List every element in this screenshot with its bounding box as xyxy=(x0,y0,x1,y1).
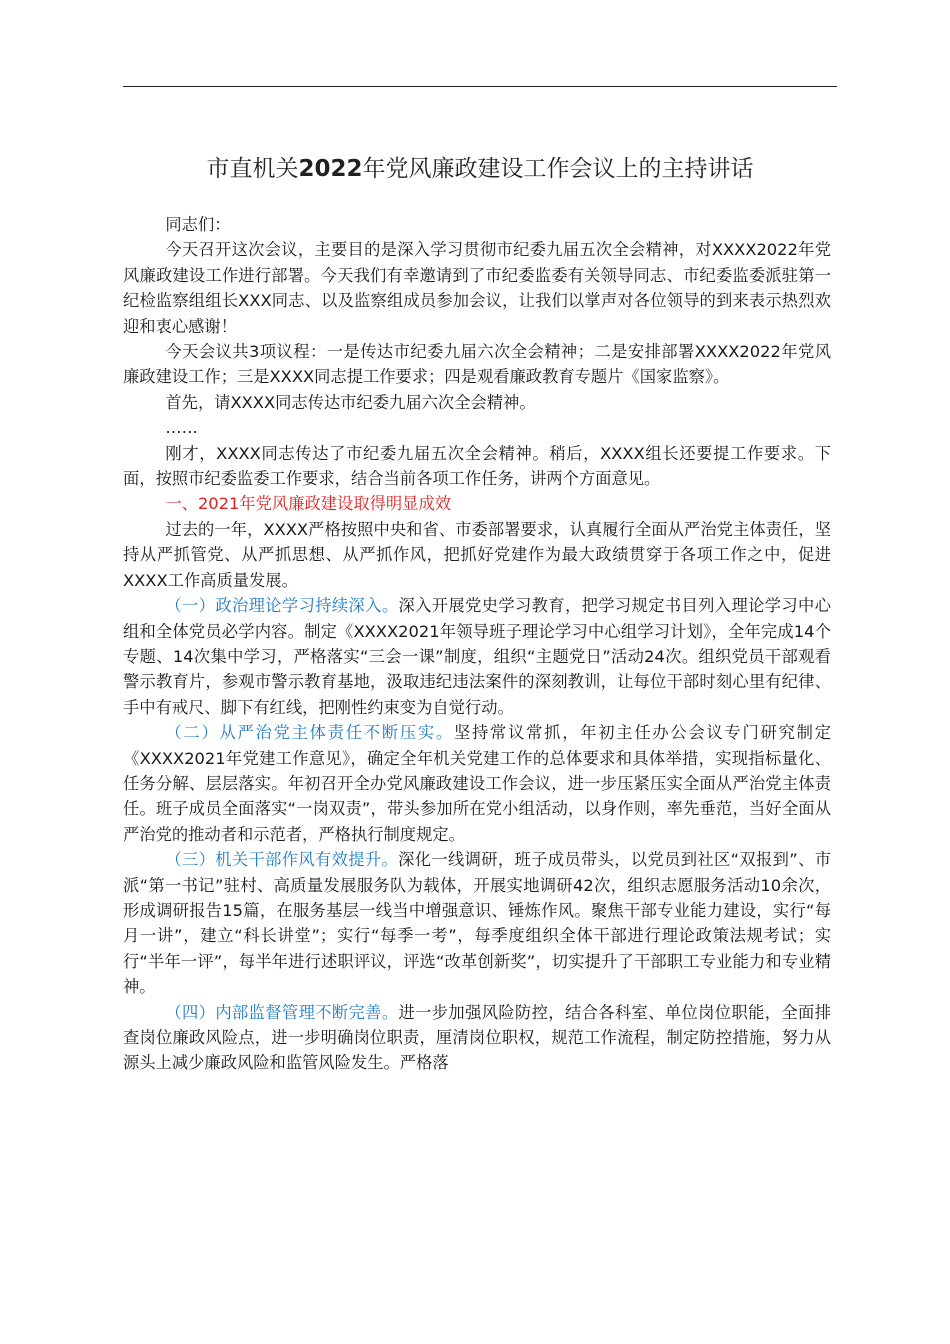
subsection-4-title: （四）内部监督管理不断完善。 xyxy=(165,1002,399,1022)
subsection-2 xyxy=(123,720,831,847)
header-rule xyxy=(123,86,837,87)
subsection-1-title: （一）政治理论学习持续深入。 xyxy=(165,596,399,616)
title-suffix: 年党风廉政建设工作会议上的主持讲话 xyxy=(362,156,754,182)
subsection-3 xyxy=(123,847,831,999)
subsection-3-title: （三）机关干部作风有效提升。 xyxy=(165,850,399,870)
greeting: 同志们： xyxy=(165,215,231,234)
paragraph-summary: 过去的一年，XXXX严格按照中央和省、市委部署要求，认真履行全面从严治党主体责任，坚持从严抓管党、从严抓思想、从严抓作风，把抓好党建作为最大政绩贯穿于各项工作之中，促进XXXX工作高质量发展。 xyxy=(123,519,831,590)
paragraph-transition: 刚才，XXXX同志传达了市纪委九届五次全会精神。稍后，XXXX组长还要提工作要求。下面，按照市纪委监委工作要求，结合当前各项工作任务，讲两个方面意见。 xyxy=(123,443,831,489)
section-heading-1: 一、2021年党风廉政建设取得明显成效 xyxy=(165,494,452,514)
subsection-3-body: 深化一线调研，班子成员带头，以党员到社区“双报到”、市派“第一书记”驻村、高质量发展服务队为载体，开展实地调研42次，组织志愿服务活动10余次，形成调研报告15篇，在服务基层一线当中增强意识、锤炼作风。聚焦干部专业能力建设，实行“每月一讲”，建立“科长讲堂”；实行“每季一考”，每季度组织全体干部进行理论政策法规考试；实行“半年一评”，每半年进行述职评议，评选“改革创新奖”，切实提升了干部职工专业能力和专业精神。 xyxy=(123,850,831,997)
subsection-1-body: 深入开展党史学习教育，把学习规定书目列入理论学习中心组和全体党员必学内容。制定《XXXX2021年领导班子理论学习中心组学习计划》，全年完成14个专题、14次集中学习，严格落实“三会一课”制度，组织“主题党日”活动24次。组织党员干部观看警示教育片，参观市警示教育基地，汲取违纪违法案件的深刻教训，让每位干部时刻心里有纪律、手中有戒尺、脚下有红线，把刚性约束变为自觉行动。 xyxy=(123,596,831,717)
subsection-1 xyxy=(123,593,831,720)
subsection-2-body: 坚持常议常抓，年初主任办公会议专门研究制定《XXXX2021年党建工作意见》，确定全年机关党建工作的总体要求和具体举措，实现指标量化、任务分解、层层落实。年初召开全办党风廉政建设工作会议，进一步压紧压实全面从严治党主体责任。班子成员全面落实“一岗双责”，带头参加所在党小组活动，以身作则，率先垂范，当好全面从严治党的推动者和示范者，严格执行制度规定。 xyxy=(123,723,831,844)
ellipsis: …… xyxy=(165,418,198,438)
title-prefix: 市直机关 xyxy=(206,156,299,182)
subsection-2-title: （二）从严治党主体责任不断压实。 xyxy=(165,723,454,743)
paragraph-opening: 今天召开这次会议，主要目的是深入学习贯彻市纪委九届五次全会精神，对XXXX2022年党风廉政建设工作进行部署。今天我们有幸邀请到了市纪委监委有关领导同志、市纪委监委派驻第一纪检监察组组长XXX同志、以及监察组成员参加会议，让我们以掌声对各位领导的到来表示热烈欢迎和衷心感谢！ xyxy=(123,240,831,336)
document-body xyxy=(123,212,831,1076)
paragraph-agenda: 今天会议共3项议程：一是传达市纪委九届六次全会精神；二是安排部署XXXX2022年党风廉政建设工作；三是XXXX同志提工作要求；四是观看廉政教育专题片《国家监察》。 xyxy=(123,342,831,387)
subsection-4 xyxy=(123,1000,831,1076)
paragraph-first-item: 首先，请XXXX同志传达市纪委九届六次全会精神。 xyxy=(165,392,536,412)
title-year: 2022 xyxy=(298,156,363,182)
subsection-4-body: 进一步加强风险防控，结合各科室、单位岗位职能，全面排查岗位廉政风险点，进一步明确岗位职责，厘清岗位职权，规范工作流程，制定防控措施，努力从源头上减少廉政风险和监管风险发生。严格落 xyxy=(123,1002,831,1073)
document-title xyxy=(120,152,840,186)
